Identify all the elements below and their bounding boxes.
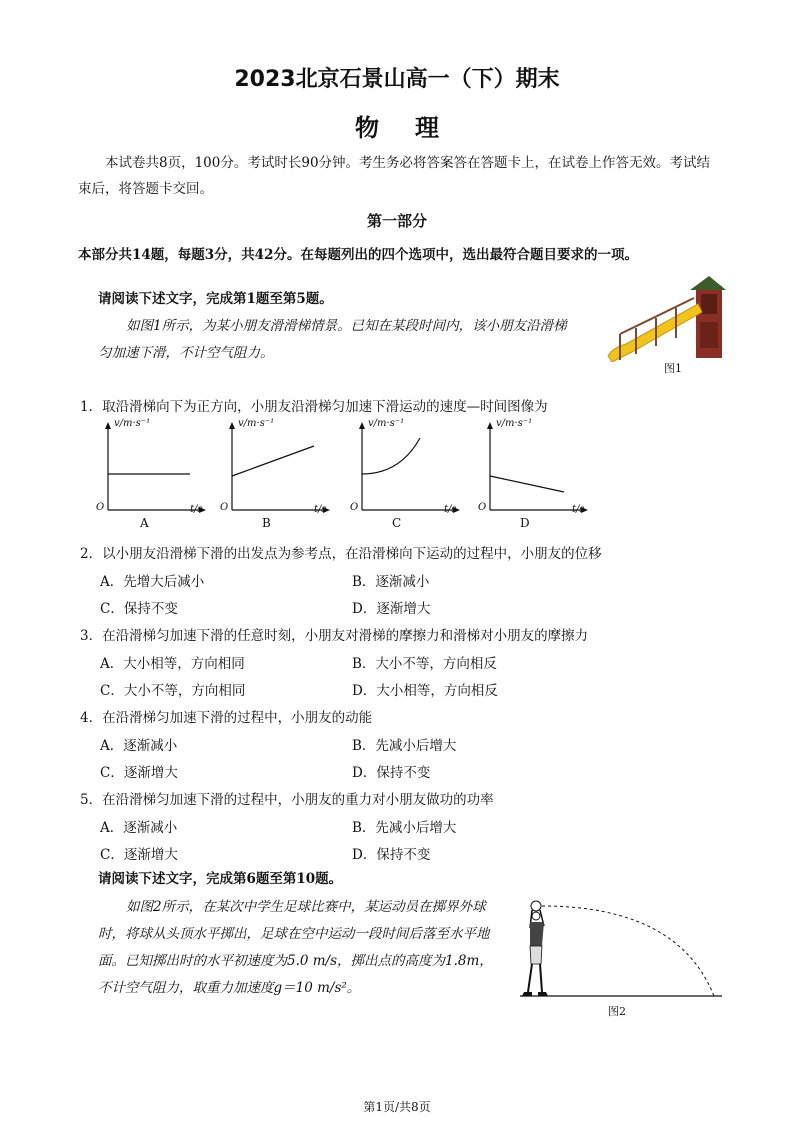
q5-option-c[interactable]: C．逐渐增大 xyxy=(100,847,178,863)
q3-option-a[interactable]: A．大小相等，方向相同 xyxy=(100,656,245,672)
part-instructions: 本部分共14题，每题3分，共42分。在每题列出的四个选项中，选出最符合题目要求的一项。 xyxy=(78,247,638,263)
graph-label-b: B xyxy=(262,516,271,530)
subject-title: 物理 xyxy=(355,113,475,142)
x-axis-label-c: t/s xyxy=(444,504,457,515)
passage1-line1: 如图1所示，为某小朋友滑滑梯情景。已知在某段时间内，该小朋友沿滑梯 xyxy=(126,318,567,334)
exam-intro: 本试卷共8页，100分。考试时长90分钟。考生务必将答案答在答题卡上，在试卷上作答无效。考试结束后，将答题卡交回。 xyxy=(78,155,711,197)
question-2-stem: 2．以小朋友沿滑梯下滑的出发点为参考点，在沿滑梯向下运动的过程中，小朋友的位移 xyxy=(80,546,602,562)
fig2-label: 图2 xyxy=(608,1005,626,1018)
slide-roof xyxy=(690,276,726,290)
part-heading: 第一部分 xyxy=(366,212,427,230)
page-footer: 第1页/共8页 xyxy=(363,1100,431,1114)
origin-label-b: O xyxy=(220,502,229,513)
q5-option-b[interactable]: B．先减小后增大 xyxy=(352,820,457,836)
q2-option-a[interactable]: A．先增大后减小 xyxy=(100,574,205,590)
passage2-line3: 面。已知掷出时的水平初速度为5.0 m/s，掷出点的高度为1.8m， xyxy=(98,953,493,969)
graph-option-a[interactable] xyxy=(96,418,210,530)
trajectory-path xyxy=(542,906,714,996)
passage1-line2: 匀加速下滑，不计空气阻力。 xyxy=(98,345,274,361)
vt-line-b xyxy=(232,446,314,476)
graph-option-b[interactable] xyxy=(220,418,334,530)
q4-option-a[interactable]: A．逐渐减小 xyxy=(100,738,178,754)
passage2-lead: 请阅读下述文字，完成第6题至第10题。 xyxy=(98,871,343,887)
origin-label-c: O xyxy=(350,502,359,513)
x-axis-label-a: t/s xyxy=(190,504,203,515)
y-axis-label-a: v/m·s⁻¹ xyxy=(114,418,151,429)
passage1-lead: 请阅读下述文字，完成第1题至第5题。 xyxy=(98,291,333,307)
graph-label-a: A xyxy=(140,516,149,530)
passage2-line1: 如图2所示，在某次中学生足球比赛中，某运动员在掷界外球 xyxy=(126,899,486,915)
origin-label-a: O xyxy=(96,502,105,513)
y-axis-label-d: v/m·s⁻¹ xyxy=(496,418,533,429)
q4-option-b[interactable]: B．先减小后增大 xyxy=(352,738,457,754)
passage2-line2: 时，将球从头顶水平掷出，足球在空中运动一段时间后落至水平地 xyxy=(98,926,490,942)
question-1-stem: 1．取沿滑梯向下为正方向，小朋友沿滑梯匀加速下滑运动的速度—时间图像为 xyxy=(80,399,548,415)
slide-illustration xyxy=(606,276,726,362)
fig1-label: 图1 xyxy=(664,362,682,375)
player-body xyxy=(530,922,544,946)
y-axis-label-b: v/m·s⁻¹ xyxy=(238,418,275,429)
x-axis-label-d: t/s xyxy=(572,504,585,515)
q3-option-d[interactable]: D．大小相等，方向相反 xyxy=(352,683,498,699)
q2-option-c[interactable]: C．保持不变 xyxy=(100,601,178,617)
origin-label-d: O xyxy=(478,502,487,513)
player-head xyxy=(532,912,540,920)
graph-label-c: C xyxy=(392,516,402,530)
q5-option-d[interactable]: D．保持不变 xyxy=(352,847,431,863)
question-4-stem: 4．在沿滑梯匀加速下滑的过程中，小朋友的动能 xyxy=(80,710,373,726)
passage2-line4: 不计空气阻力，取重力加速度g＝10 m/s²。 xyxy=(98,980,361,996)
q3-option-b[interactable]: B．大小不等，方向相反 xyxy=(352,656,497,672)
vt-line-d xyxy=(490,476,564,492)
y-axis-label-c: v/m·s⁻¹ xyxy=(368,418,405,429)
graph-label-d: D xyxy=(520,516,530,530)
vt-curve-c xyxy=(362,438,420,474)
throw-in-figure xyxy=(518,894,724,1004)
ball xyxy=(531,901,541,911)
question-5-stem: 5．在沿滑梯匀加速下滑的过程中，小朋友的重力对小朋友做功的功率 xyxy=(80,792,494,808)
q3-option-c[interactable]: C．大小不等，方向相同 xyxy=(100,683,246,699)
x-axis-label-b: t/s xyxy=(314,504,327,515)
q2-option-b[interactable]: B．逐渐减小 xyxy=(352,574,430,590)
q4-option-c[interactable]: C．逐渐增大 xyxy=(100,765,178,781)
q2-option-d[interactable]: D．逐渐增大 xyxy=(352,601,431,617)
graph-option-c[interactable] xyxy=(350,418,464,530)
q4-option-d[interactable]: D．保持不变 xyxy=(352,765,431,781)
graph-option-d[interactable] xyxy=(478,418,592,530)
exam-title: 2023北京石景山高一（下）期末 xyxy=(234,67,560,92)
question-3-stem: 3．在沿滑梯匀加速下滑的任意时刻，小朋友对滑梯的摩擦力和滑梯对小朋友的摩擦力 xyxy=(80,628,589,644)
q5-option-a[interactable]: A．逐渐减小 xyxy=(100,820,178,836)
